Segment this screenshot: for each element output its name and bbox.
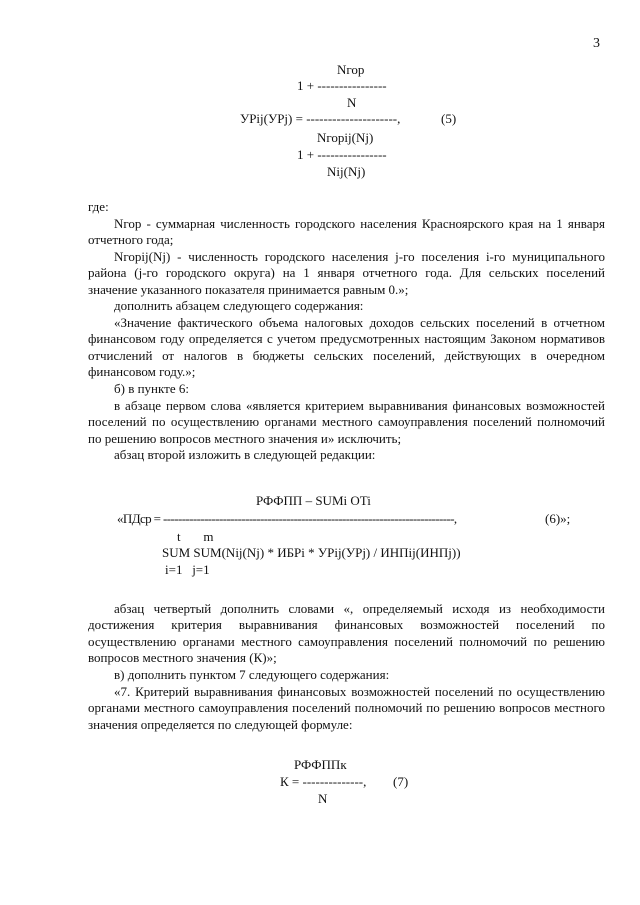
paragraph-punkt-6-text: б) в пункте 6:	[114, 381, 189, 396]
definition-ngorij	[88, 249, 605, 298]
formula-5-line: N	[347, 95, 357, 110]
formula-5-line: Nгор	[337, 62, 365, 77]
paragraph-abzac-chetvertiy-text: абзац четвертый дополнить словами «, определяемый исходя из необходимости достижения критерия выравнивания финансовых возможностей поселений по осуществлению органами местного самоуправления поселений полномочий по решению вопросов местного значения (К)»;	[88, 601, 605, 665]
paragraph-znachenie-text: «Значение фактического объема налоговых доходов сельских поселений в отчетном финансовом году определяется с учетом предусмотренных настоящим Законом нормативов отчислений от налогов в бюджеты сельских поселений, действующих в очередном финансовом году.»;	[88, 315, 605, 379]
paragraph-abzac-chetvertiy	[88, 601, 605, 666]
paragraph-abzac-perviy-text: в абзаце первом слова «является критерием выравнивания финансовых возможностей поселений по осуществлению органами местного самоуправления поселений полномочий по решению вопросов местного значения и» исключить;	[88, 398, 605, 446]
formula-5-line: УРij(УРj) = ---------------------,	[240, 111, 401, 126]
paragraph-dopolnit	[88, 298, 605, 314]
paragraph-abzac-vtoroy-text: абзац второй изложить в следующей редакции:	[114, 447, 376, 462]
definition-ngorij-text: Nгорij(Nj) - численность городского населения j-го поселения i-го муниципального района (j-го городского округа) на 1 января отчетного года. Для сельских поселений значение указанного показателя принимается равным 0.»;	[88, 249, 605, 297]
where-label: где:	[88, 199, 109, 214]
formula-6-indices: t m	[177, 529, 214, 544]
formula-7-left-side: К = --------------,	[280, 774, 367, 789]
paragraph-7-text: «7. Критерий выравнивания финансовых возможностей поселений по осуществлению органами местного самоуправления поселений полномочий по решению вопросов местного значения определяется по следующей формуле:	[88, 684, 605, 732]
paragraph-punkt-7	[88, 667, 605, 683]
formula-6-left-side: «ПДср = ------------------------------------------------------------------------------,	[117, 511, 457, 526]
paragraph-znachenie	[88, 315, 605, 380]
formula-5-line: Nij(Nj)	[327, 164, 366, 179]
formula-5-number: (5)	[441, 111, 457, 126]
formula-5-line: 1 + ----------------	[297, 147, 387, 162]
formula-6-numerator: РФФПП – SUMi OTi	[256, 493, 371, 508]
formula-7-numerator: РФФППк	[294, 757, 347, 772]
paragraph-abzac-perviy	[88, 398, 605, 447]
paragraph-punkt-6	[88, 381, 605, 397]
formula-6-denominator: SUM SUM(Nij(Nj) * ИБРi * УРij(УРj) / ИНПij(ИНПj))	[162, 545, 461, 560]
definition-ngor-text: Nгор - суммарная численность городского населения Красноярского края на 1 января отчетного года;	[88, 216, 605, 248]
paragraph-7	[88, 684, 605, 733]
formula-7-denominator: N	[318, 791, 328, 806]
formula-7-number: (7)	[393, 774, 409, 789]
paragraph-abzac-vtoroy	[88, 447, 605, 463]
formula-6-limits: i=1 j=1	[165, 562, 210, 577]
formula-5-line: Nгорij(Nj)	[317, 130, 374, 145]
definition-ngor	[88, 216, 605, 249]
formula-5-line: 1 + ----------------	[297, 78, 387, 93]
paragraph-punkt-7-text: в) дополнить пунктом 7 следующего содержания:	[114, 667, 390, 682]
formula-6-number: (6)»;	[545, 511, 571, 526]
paragraph-dopolnit-text: дополнить абзацем следующего содержания:	[114, 298, 364, 313]
page-number: 3	[593, 36, 600, 51]
